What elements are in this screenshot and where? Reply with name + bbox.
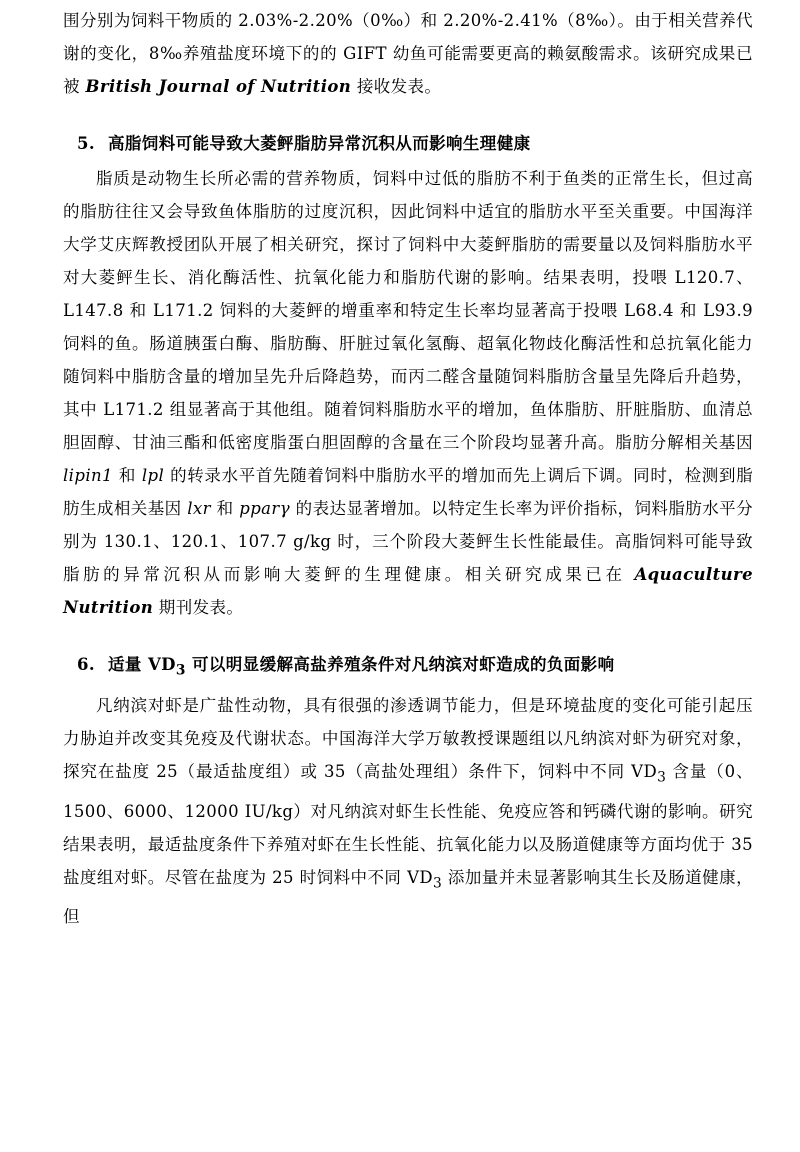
section-5-paragraph (63, 162, 753, 624)
section-6-title-b: 可以明显缓解高盐养殖条件对凡纳滨对虾造成的负面影响 (185, 655, 615, 674)
section-5-title: 高脂饲料可能导致大菱鲆脂肪异常沉积从而影响生理健康 (108, 134, 531, 153)
section-6-heading (63, 648, 753, 687)
section-5-number: 5. (77, 134, 96, 153)
section-5-heading (63, 127, 753, 160)
section-6-number: 6. (77, 655, 96, 674)
intro-text-b: 接收发表。 (351, 77, 442, 96)
gene-name: pparγ (239, 499, 290, 518)
subscript: 3 (657, 769, 667, 786)
gene-name: lipin1 (63, 466, 113, 485)
section-6-text-3: 添加量并未显著影响其生长及肠道健康，但 (63, 867, 753, 926)
section-6-paragraph (63, 689, 753, 933)
section-5-text-6: 期刊发表。 (153, 598, 244, 617)
section-6-title-a: 适量 VD (108, 655, 176, 674)
intro-paragraph (63, 4, 753, 103)
section-5-text-4: 和 (210, 499, 240, 518)
gene-name: lpl (141, 466, 165, 485)
section-5-text-1: 脂质是动物生长所必需的营养物质，饲料中过低的脂肪不利于鱼类的正常生长，但过高的脂肪往往又会导致鱼体脂肪的过度沉积，因此饲料中适宜的脂肪水平至关重要。中国海洋大学艾庆辉教授团队开展了相关研究，探讨了饲料中大菱鲆脂肪的需要量以及饲料脂肪水平对大菱鲆生长、消化酶活性、抗氧化能力和脂肪代谢的影响。结果表明，投喂 L120.7、L147.8 和 L171.2 饲料的大菱鲆的增重率和特定生长率均显著高于投喂 L68.4 和 L93.9 饲料的鱼。肠道胰蛋白酶、脂肪酶、肝脏过氧化氢酶、超氧化物歧化酶活性和总抗氧化能力随饲料中脂肪含量的增加呈先升后降趋势，而丙二醛含量随饲料脂肪含量呈先降后升趋势，其中 L171.2 组显著高于其他组。随着饲料脂肪水平的增加，鱼体脂肪、肝脏脂肪、血清总胆固醇、甘油三酯和低密度脂蛋白胆固醇的含量在三个阶段均显著升高。脂肪分解相关基因 (63, 169, 753, 452)
journal-name: British Journal of Nutrition (85, 77, 352, 96)
section-5-text-3: 的转录水平首先随着饲料中脂肪水平的增加而先上调后下调。同时，检测到脂肪生成相关基因 (63, 466, 753, 518)
section-6-text-2: 含量（0、1500、6000、12000 IU/kg）对凡纳滨对虾生长性能、免疫应答和钙磷代谢的影响。研究结果表明，最适盐度条件下养殖对虾在生长性能、抗氧化能力以及肠道健康等方面均优于 35 盐度组对虾。尽管在盐度为 25 时饲料中不同 VD (63, 762, 753, 887)
subscript: 3 (433, 874, 443, 891)
section-5-text-5: 的表达显著增加。以特定生长率为评价指标，饲料脂肪水平分别为 130.1、120.1、107.7 g/kg 时，三个阶段大菱鲆生长性能最佳。高脂饲料可能导致脂肪的异常沉积从而影响大菱鲆的生理健康。相关研究成果已在 (63, 499, 753, 584)
intro-text-a: 围分别为饲料干物质的 2.03%-2.20%（0‰）和 2.20%-2.41%（8‰）。由于相关营养代谢的变化，8‰养殖盐度环境下的的 GIFT 幼鱼可能需要更高的赖氨酸需求。该研究成果已被 (63, 11, 753, 96)
gene-name: lxr (187, 499, 211, 518)
subscript: 3 (175, 662, 186, 679)
document-page (63, 4, 753, 933)
journal-name: Aquaculture Nutrition (63, 565, 753, 617)
section-5-text-2: 和 (112, 466, 142, 485)
section-6-text-1: 凡纳滨对虾是广盐性动物，具有很强的渗透调节能力，但是环境盐度的变化可能引起压力胁迫并改变其免疫及代谢状态。中国海洋大学万敏教授课题组以凡纳滨对虾为研究对象，探究在盐度 25（最适盐度组）或 35（高盐处理组）条件下，饲料中不同 VD (63, 696, 753, 782)
